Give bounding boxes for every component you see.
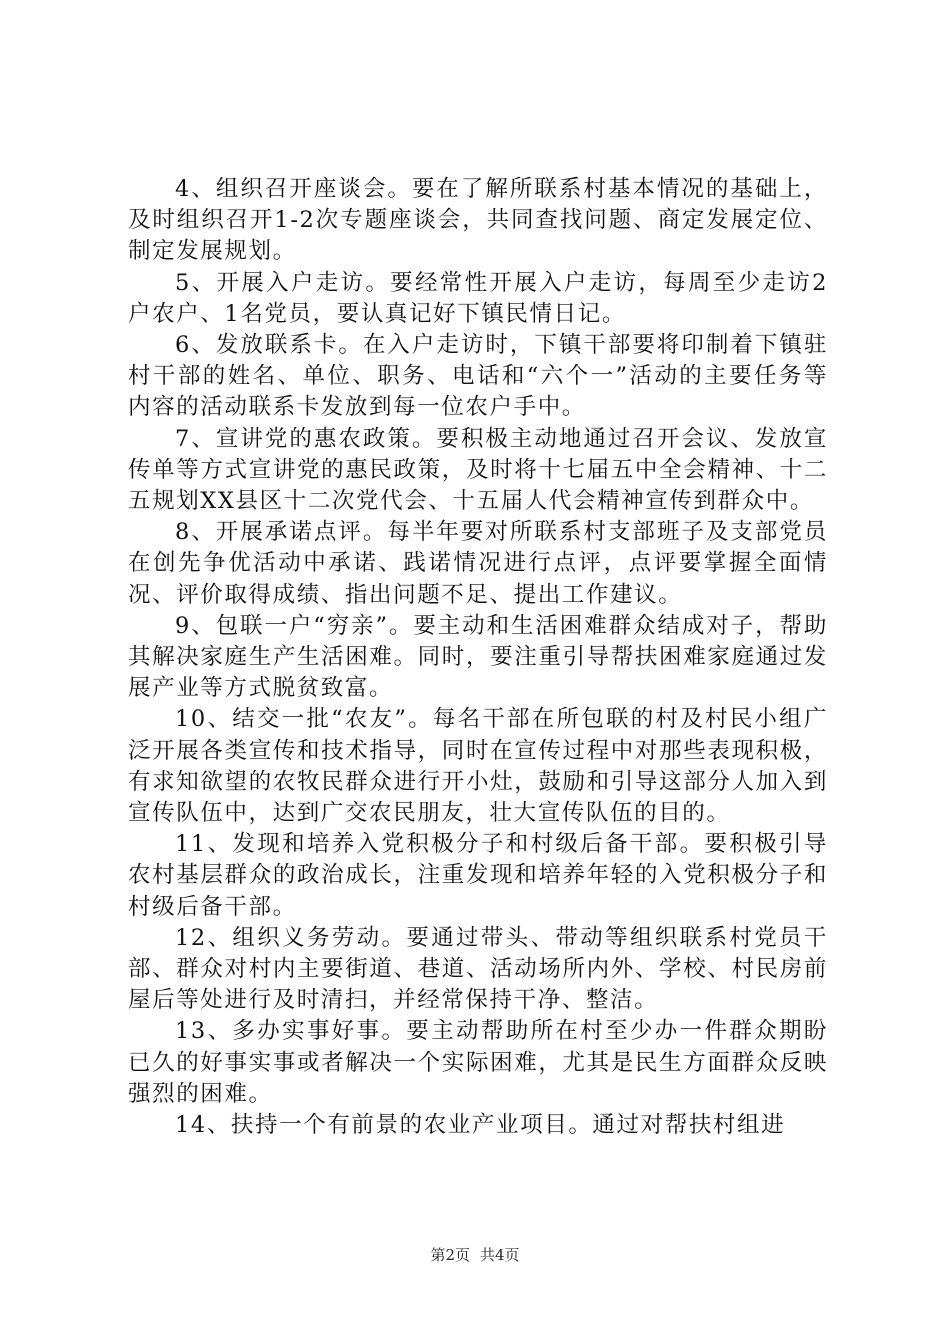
paragraph-item-5: 5、开展入户走访。要经常性开展入户走访，每周至少走访2户农户、1名党员，要认真记好下镇民情日记。 <box>128 269 828 327</box>
paragraph-item-9: 9、包联一户“穷亲”。要主动和生活困难群众结成对子，帮助其解决家庭生产生活困难。同时，要注重引导帮扶困难家庭通过发展产业等方式脱贫致富。 <box>128 612 828 702</box>
paragraph-item-8: 8、开展承诺点评。每半年要对所联系村支部班子及支部党员在创先争优活动中承诺、践诺情况进行点评，点评要掌握全面情况、评价取得成绩、指出问题不足、提出工作建议。 <box>128 519 828 608</box>
page-number: 第2页 <box>430 1246 470 1264</box>
paragraph-item-12: 12、组织义务劳动。要通过带头、带动等组织联系村党员干部、群众对村内主要街道、巷道、活动场所内外、学校、村民房前屋后等处进行及时清扫，并经常保持干净、整洁。 <box>128 924 828 1014</box>
document-body <box>128 174 828 1141</box>
page-footer <box>0 1245 950 1265</box>
paragraph-item-7: 7、宣讲党的惠农政策。要积极主动地通过召开会议、发放宣传单等方式宣讲党的惠民政策，及时将十七届五中全会精神、十二五规划XX县区十二次党代会、十五届人代会精神宣传到群众中。 <box>128 425 828 515</box>
paragraph-item-4: 4、组织召开座谈会。要在了解所联系村基本情况的基础上，及时组织召开1-2次专题座谈会，共同查找问题、商定发展定位、制定发展规划。 <box>128 176 828 265</box>
page-total: 共4页 <box>480 1246 520 1264</box>
paragraph-item-13: 13、多办实事好事。要主动帮助所在村至少办一件群众期盼已久的好事实事或者解决一个实际困难，尤其是民生方面群众反映强烈的困难。 <box>128 1018 828 1107</box>
paragraph-item-14: 14、扶持一个有前景的农业产业项目。通过对帮扶村组进 <box>175 1112 786 1139</box>
paragraph-item-11: 11、发现和培养入党积极分子和村级后备干部。要积极引导农村基层群众的政治成长，注重发现和培养年轻的入党积极分子和村级后备干部。 <box>128 831 828 920</box>
paragraph-item-10: 10、结交一批“农友”。每名干部在所包联的村及村民小组广泛开展各类宣传和技术指导，同时在宣传过程中对那些表现积极，有求知欲望的农牧民群众进行开小灶，鼓励和引导这部分人加入到宣传队伍中，达到广交农民朋友，壮大宣传队伍的目的。 <box>128 706 828 827</box>
paragraph-item-6: 6、发放联系卡。在入户走访时，下镇干部要将印制着下镇驻村干部的姓名、单位、职务、电话和“六个一”活动的主要任务等内容的活动联系卡发放到每一位农户手中。 <box>128 332 828 421</box>
